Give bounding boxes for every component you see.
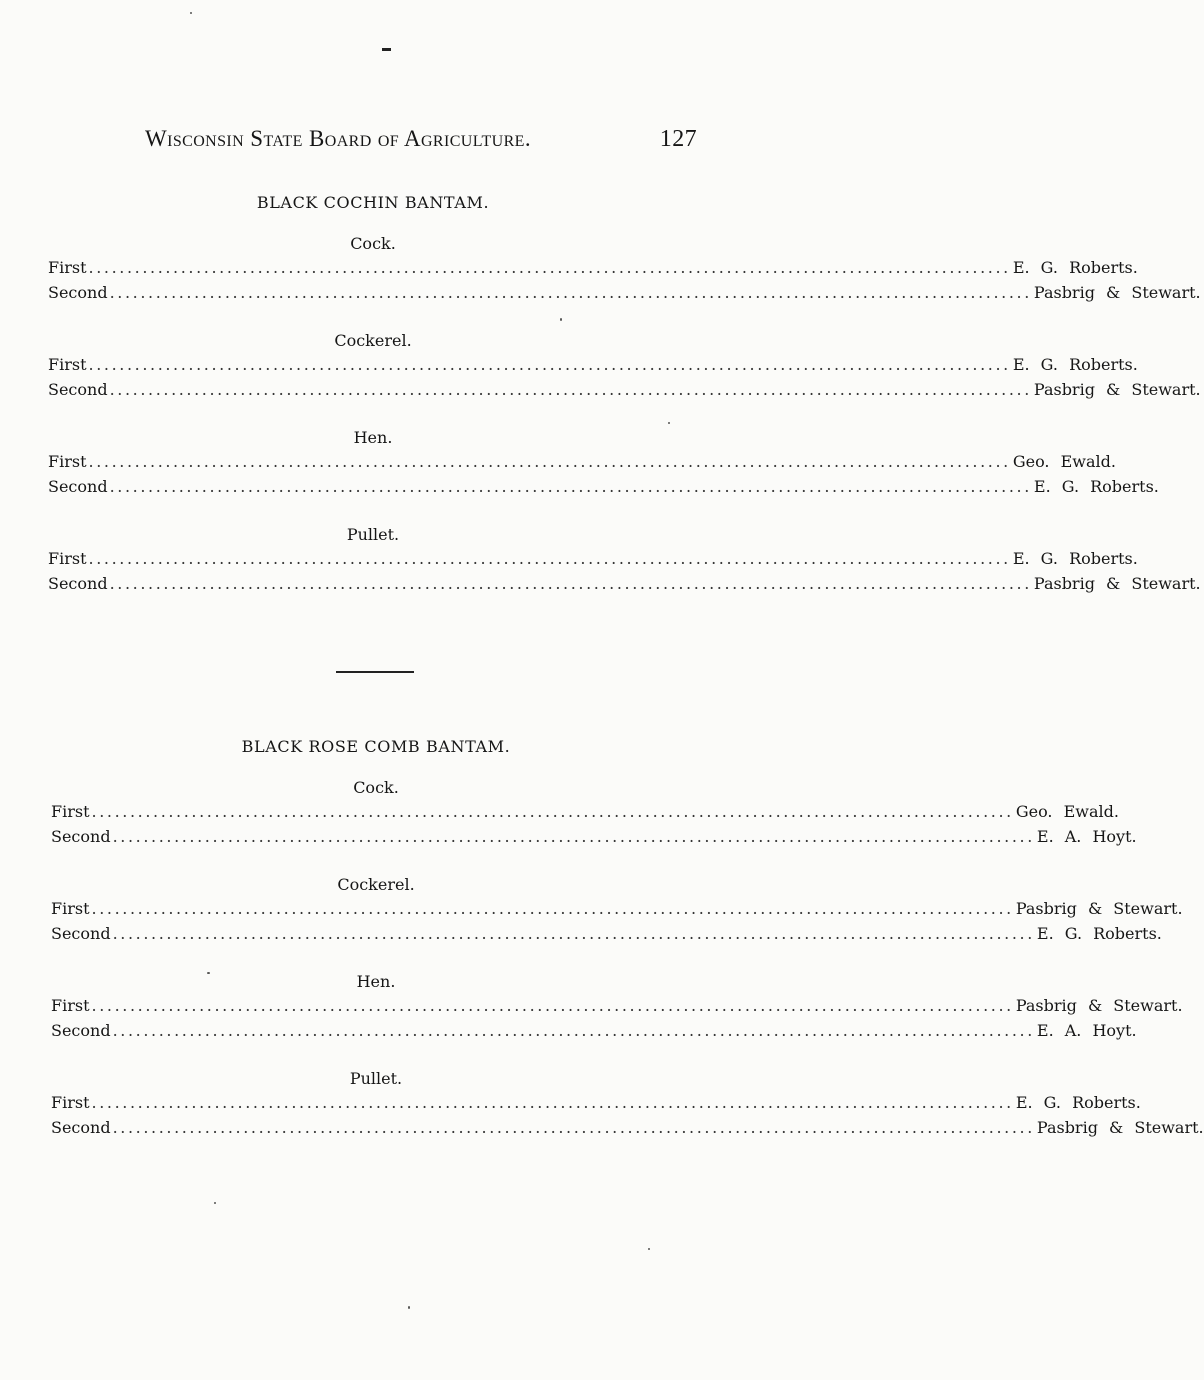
dot-leader: ........................................................................................................................ xyxy=(88,452,1011,471)
running-title: Wisconsin State Board of Agriculture. xyxy=(145,126,531,151)
dot-leader: ........................................................................................................................ xyxy=(109,477,1032,496)
class-block-pullet xyxy=(51,1069,1204,1143)
ink-mark xyxy=(382,48,391,51)
dot-leader: ........................................................................................................................ xyxy=(112,1118,1035,1137)
section-title: BLACK ROSE COMB BANTAM. xyxy=(241,737,511,756)
dot-leader: ........................................................................................................................ xyxy=(91,899,1014,918)
award-place: First xyxy=(48,355,87,374)
class-title: Hen. xyxy=(356,972,396,991)
award-row xyxy=(51,924,1162,949)
award-place: First xyxy=(48,258,87,277)
award-row xyxy=(51,899,1183,924)
section-title: BLACK COCHIN BANTAM. xyxy=(256,193,490,212)
section-black-cochin-bantam xyxy=(48,193,1201,622)
award-row xyxy=(48,258,1138,283)
award-place: Second xyxy=(48,574,108,593)
award-winner: Geo. Ewald. xyxy=(1012,452,1116,471)
award-winner: Pasbrig & Stewart. xyxy=(1033,574,1201,593)
class-block-hen xyxy=(48,428,1159,502)
award-place: Second xyxy=(48,283,108,302)
award-place: Second xyxy=(51,1021,111,1040)
dot-leader: ........................................................................................................................ xyxy=(109,380,1032,399)
award-row xyxy=(48,477,1159,502)
dot-leader: ........................................................................................................................ xyxy=(109,574,1032,593)
award-place: First xyxy=(51,996,90,1015)
page-number: 127 xyxy=(659,126,697,152)
dot-leader: ........................................................................................................................ xyxy=(88,549,1011,568)
award-winner: E. A. Hoyt. xyxy=(1036,1021,1137,1040)
award-winner: Pasbrig & Stewart. xyxy=(1015,899,1183,918)
award-place: First xyxy=(51,899,90,918)
award-place: Second xyxy=(48,380,108,399)
award-winner: E. G. Roberts. xyxy=(1036,924,1162,943)
class-block-cock xyxy=(51,778,1137,852)
class-block-cockerel xyxy=(51,875,1183,949)
award-row xyxy=(48,283,1201,308)
award-winner: E. G. Roberts. xyxy=(1012,258,1138,277)
dot-leader: ........................................................................................................................ xyxy=(88,258,1011,277)
paper-speck xyxy=(207,972,210,974)
award-place: Second xyxy=(51,924,111,943)
class-title: Cockerel. xyxy=(334,331,412,350)
class-block-hen xyxy=(51,972,1183,1046)
award-place: First xyxy=(51,1093,90,1112)
award-row xyxy=(51,1021,1137,1046)
award-row xyxy=(48,355,1138,380)
dot-leader: ........................................................................................................................ xyxy=(91,802,1014,821)
award-row xyxy=(51,1093,1141,1118)
dot-leader: ........................................................................................................................ xyxy=(112,924,1035,943)
class-title: Cockerel. xyxy=(337,875,415,894)
paper-speck xyxy=(214,1202,216,1204)
class-block-cockerel xyxy=(48,331,1201,405)
paper-speck xyxy=(190,12,192,14)
class-title: Cock. xyxy=(350,234,396,253)
section-divider-rule xyxy=(336,671,414,673)
award-winner: E. G. Roberts. xyxy=(1015,1093,1141,1112)
award-row xyxy=(48,549,1138,574)
class-title: Pullet. xyxy=(346,525,400,544)
paper-speck xyxy=(560,318,562,321)
award-winner: Pasbrig & Stewart. xyxy=(1036,1118,1204,1137)
award-place: First xyxy=(51,802,90,821)
paper-speck xyxy=(408,1306,410,1309)
award-row xyxy=(51,996,1183,1021)
award-winner: E. G. Roberts. xyxy=(1012,549,1138,568)
award-row xyxy=(51,1118,1204,1143)
award-winner: E. A. Hoyt. xyxy=(1036,827,1137,846)
award-winner: E. G. Roberts. xyxy=(1012,355,1138,374)
award-place: Second xyxy=(51,827,111,846)
award-winner: Pasbrig & Stewart. xyxy=(1033,283,1201,302)
award-winner: Geo. Ewald. xyxy=(1015,802,1119,821)
class-title: Hen. xyxy=(353,428,393,447)
dot-leader: ........................................................................................................................ xyxy=(112,1021,1035,1040)
class-title: Pullet. xyxy=(349,1069,403,1088)
running-header xyxy=(145,126,697,152)
dot-leader: ........................................................................................................................ xyxy=(112,827,1035,846)
section-black-rose-comb-bantam xyxy=(51,737,1204,1166)
award-row xyxy=(48,380,1201,405)
award-winner: Pasbrig & Stewart. xyxy=(1015,996,1183,1015)
paper-speck xyxy=(648,1248,650,1250)
class-block-cock xyxy=(48,234,1201,308)
award-row xyxy=(48,574,1201,599)
award-row xyxy=(48,452,1116,477)
class-title: Cock. xyxy=(353,778,399,797)
award-row xyxy=(51,827,1137,852)
dot-leader: ........................................................................................................................ xyxy=(109,283,1032,302)
class-block-pullet xyxy=(48,525,1201,599)
award-place: Second xyxy=(48,477,108,496)
dot-leader: ........................................................................................................................ xyxy=(88,355,1011,374)
award-place: Second xyxy=(51,1118,111,1137)
dot-leader: ........................................................................................................................ xyxy=(91,996,1014,1015)
award-place: First xyxy=(48,452,87,471)
dot-leader: ........................................................................................................................ xyxy=(91,1093,1014,1112)
award-row xyxy=(51,802,1119,827)
award-winner: E. G. Roberts. xyxy=(1033,477,1159,496)
award-place: First xyxy=(48,549,87,568)
award-winner: Pasbrig & Stewart. xyxy=(1033,380,1201,399)
paper-speck xyxy=(668,422,670,424)
